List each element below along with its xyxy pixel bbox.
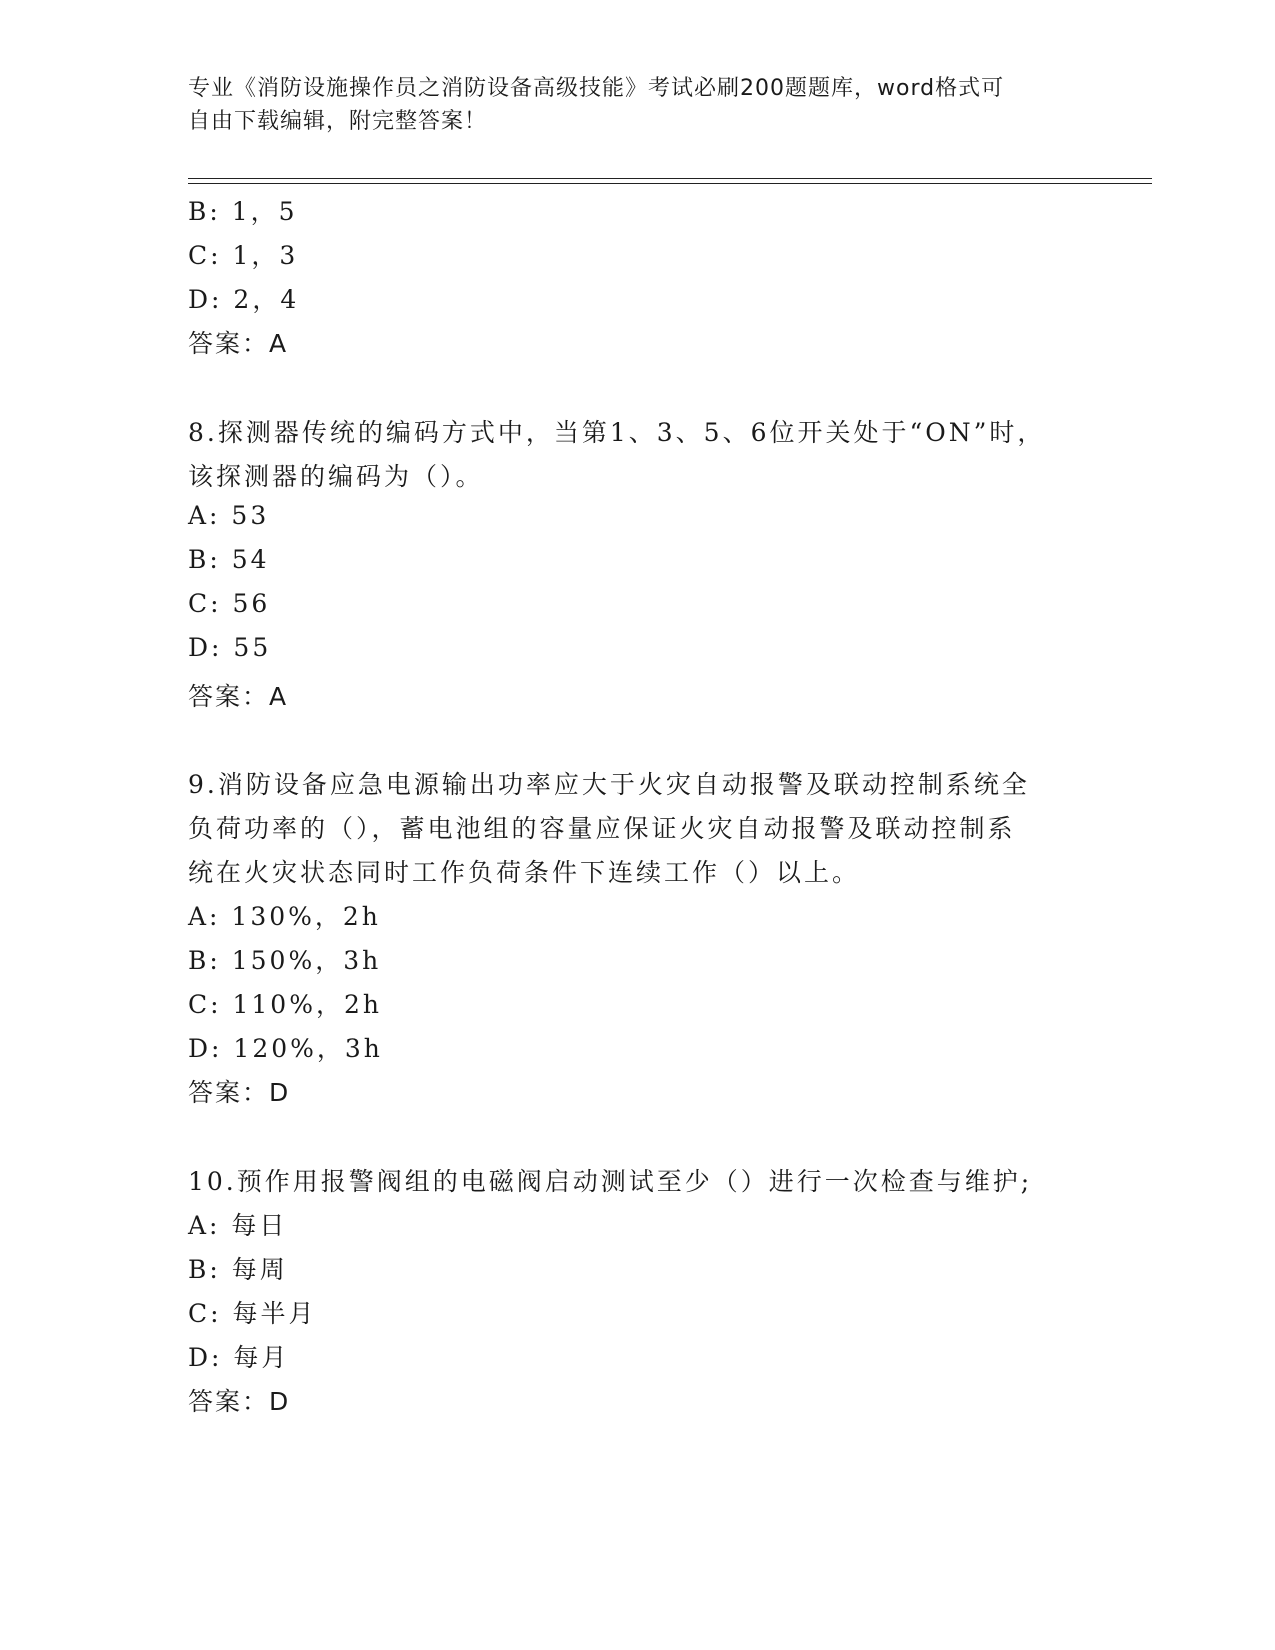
header-line-1: 专业《消防设施操作员之消防设备高级技能》考试必刷200题题库，word格式可 — [188, 76, 1005, 101]
option-c: C: 1，3 — [188, 241, 299, 270]
question-8-option-a: A: 53 — [188, 501, 270, 530]
answer-line: 答案：A — [188, 329, 289, 358]
option-d: D: 2，4 — [188, 285, 300, 314]
question-9-answer: 答案：D — [188, 1078, 291, 1107]
question-10-option-d: D: 每月 — [188, 1343, 290, 1372]
question-9-stem-line-2: 负荷功率的（），蓄电池组的容量应保证火灾自动报警及联动控制系 — [188, 814, 1016, 843]
question-9-option-d: D: 120%，3h — [188, 1034, 383, 1063]
question-10-option-c: C: 每半月 — [188, 1299, 317, 1328]
question-8-option-d: D: 55 — [188, 633, 272, 662]
question-8-stem-line-1: 8.探测器传统的编码方式中，当第1、3、5、6位开关处于“ON”时， — [188, 418, 1046, 447]
question-9-option-b: B: 150%，3h — [188, 946, 382, 975]
header-line-2: 自由下载编辑，附完整答案！ — [188, 109, 488, 134]
question-8-option-c: C: 56 — [188, 589, 271, 618]
document-header — [188, 72, 1088, 138]
question-10-answer: 答案：D — [188, 1387, 291, 1416]
question-8-option-b: B: 54 — [188, 545, 270, 574]
question-10-option-a: A: 每日 — [188, 1211, 288, 1240]
question-9-stem-line-3: 统在火灾状态同时工作负荷条件下连续工作（）以上。 — [188, 858, 861, 887]
option-b: B: 1，5 — [188, 197, 298, 226]
question-9-option-c: C: 110%，2h — [188, 990, 382, 1019]
question-8-answer: 答案：A — [188, 682, 289, 711]
question-9-option-a: A: 130%，2h — [188, 902, 381, 931]
question-8-stem-line-2: 该探测器的编码为（）。 — [188, 462, 484, 491]
question-10-option-b: B: 每周 — [188, 1255, 288, 1284]
header-divider-double — [188, 183, 1152, 184]
question-9-stem-line-1: 9.消防设备应急电源输出功率应大于火灾自动报警及联动控制系统全 — [188, 770, 1030, 799]
header-divider — [188, 178, 1152, 179]
question-10-stem-line-1: 10.预作用报警阀组的电磁阀启动测试至少（）进行一次检查与维护; — [188, 1167, 1033, 1196]
